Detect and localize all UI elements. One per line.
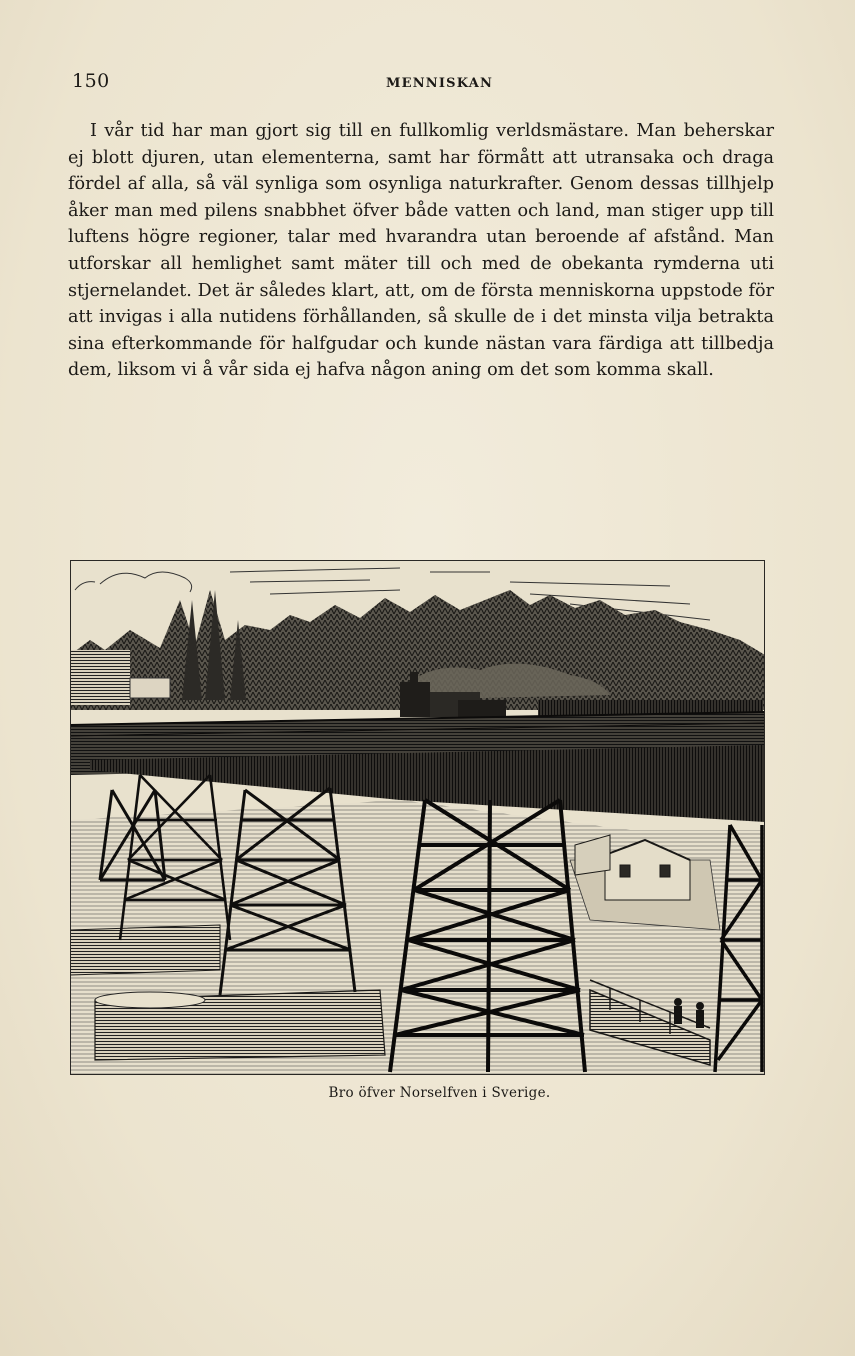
body-paragraph: I vår tid har man gjort sig till en fullkomlig verldsmästare. Man beherskar ej blott djuren, utan elementerna, samt har förmått att utransaka och draga fördel af alla, så väl synliga som osynliga naturkrafter. Genom dessas tillhjelp åker man med pilens snabbhet öfver både vatten och land, man stiger upp till luftens högre regioner, talar med hvarandra utan beroende af afstånd. Man utforskar all hemlighet samt mäter till och med de obekanta rymderna uti stjernelandet. Det är således klart, att, om de första menniskorna uppstode för att invigas i alla nutidens förhållanden, så skulle de i det minsta vilja betrakta sina efterkommande för halfgudar och kunde nästan vara färdiga att tillbedja dem, liksom vi å vår sida ej hafva någon aning om det som komma skall.	[68, 121, 774, 381]
figure-caption: Bro öfver Norselfven i Sverige.	[328, 1085, 551, 1101]
bridge-engraving	[70, 560, 765, 1075]
running-title: MENNISKAN	[386, 76, 494, 91]
page-number: 150	[72, 70, 110, 92]
